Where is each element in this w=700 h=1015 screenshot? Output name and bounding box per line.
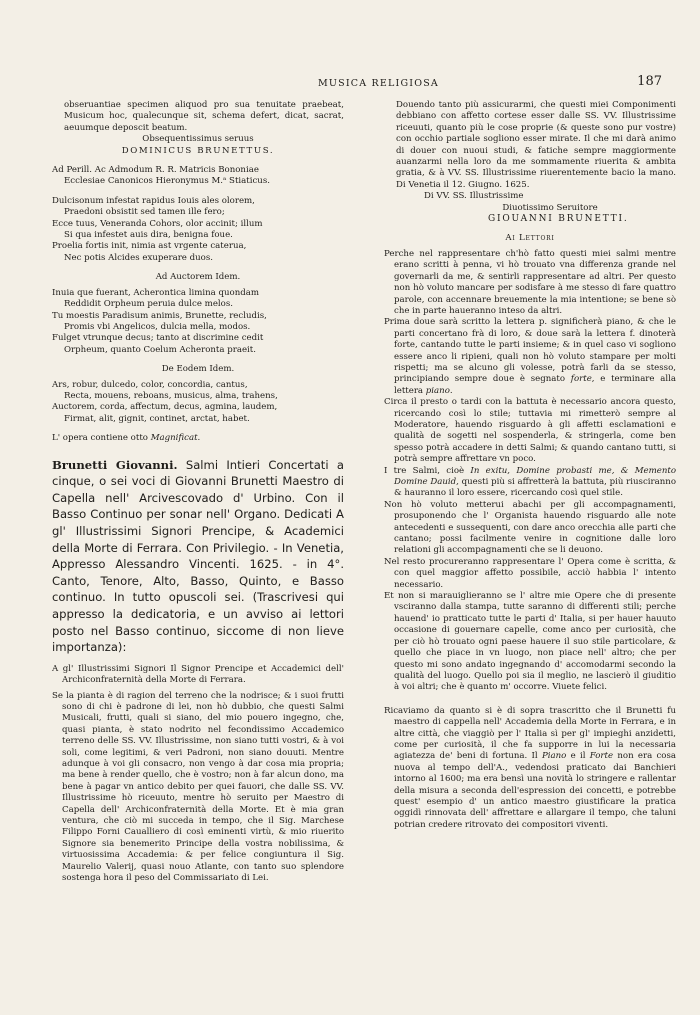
lettori-paragraph: Non hò voluto metterui abachi per gli accompagnamenti, prosuponendo che l' Organista hauendo risguardo alle note antecedenti e sussequenti, con dare anco orecchia alle parti che cantano; possi facilmente venire in cognitione dalle loro relationi gli accompagnamenti che se li deuono.	[384, 499, 676, 556]
poem-heading: De Eodem Idem.	[161, 364, 235, 375]
servant-line: Diuotissimo Seruitore	[502, 202, 598, 213]
verse-line: Proelia fortis init, nimia ast vrgente caterua,	[52, 241, 247, 252]
lettori-paragraph: Perche nel rappresentare ch'hò fatto questi miei salmi mentre erano scritti à penna, vi hò trouato vna differenza grande nel governarli da me, & sentirli rappresentare ad altri. Per questo non hò voluto mancare per sodisfare à me stesso di fare quattro parole, con accennare breuemente la mia intentione; se bene sò che in parte haueranno inteso da altri.	[384, 248, 676, 316]
right-column	[384, 100, 676, 884]
verse-line: Recta, mouens, reboans, musicus, alma, trahens,	[64, 390, 278, 401]
contents-note-italic: Magnificat.	[150, 433, 201, 444]
dedication-continued: Douendo tanto più assicurarmi, che questi miei Componimenti debbiano con affetto cortese esser dalle SS. VV. Illustrissime riceuuti, quanto più le cose proprie (& queste sono pur vostre) con occhio partiale sogliono esser mirate. Il che mi darà animo di douer con nuoui studi, & fatiche sempre maggiormente auanzarmi nella loro da me sommamente riuerita & ambita gratia, & à VV. SS. Illustrissime riuerentemente bacio la mano. Di Venetia il 12. Giugno. 1625.	[396, 100, 676, 190]
verse-line: Auctorem, corda, affectum, decus, agmina, laudem,	[52, 402, 278, 413]
contents-note	[52, 433, 344, 444]
paragraph-text: questi più si affretterà la battuta, più riusciranno & hauranno il loro essere, ricercando così quel stile.	[394, 477, 677, 499]
paragraph-text: .	[449, 385, 453, 396]
commentary-text: Ricaviamo da quanto si è di sopra trascritto che il Brunetti fu maestro di cappella nell' Accademia della Morte in Ferrara, e in altre città, che viaggiò per l' Italia sì per gl' impieghi anzidetti, come per curiosità, il che fa supporre in lui la necessaria agiatezza de' beni di fortuna. Il	[384, 705, 676, 762]
address-line: Ad Perill. Ac Admodum R. R. Matricis Bononiae	[52, 165, 259, 176]
lettori-heading: Ai Lettori	[505, 233, 555, 244]
page-number: 187	[637, 74, 662, 89]
latin-closing: Obsequentissimus seruus	[142, 134, 254, 145]
poem-1	[52, 196, 344, 264]
address-line: Ecclesiae Canonicos Hieronymus M.ᵃ Stiaticus.	[64, 176, 270, 187]
commentary-text: e il	[566, 751, 590, 762]
verse-line: Praedoni obsistit sed tamen ille fero;	[64, 207, 225, 218]
verse-line: Si qua infestet auis dira, benigna foue.	[64, 230, 233, 241]
italian-closing: Di VV. SS. Illustrissime	[424, 191, 524, 202]
verse-line: Nec potis Alcides exuperare duos.	[64, 252, 213, 263]
editor-commentary	[384, 706, 676, 831]
poem-3	[52, 380, 344, 426]
dedication-heading: A gl' Illustrissimi Signori Il Signor Prencipe et Accademici dell' Archiconfraternità della Morte di Ferrara.	[52, 663, 344, 686]
italian-signature: GIOUANNI BRUNETTI.	[488, 214, 629, 225]
dedication-latin-end: obseruantiae specimen aliquod pro sua tenuitate praebeat, Musicum hoc, qualecunque sit, schema defert, dicat, sacrat, aeuumque deposcit beatum.	[64, 100, 344, 133]
poem-heading: Ad Auctorem Idem.	[155, 272, 241, 283]
verse-line: Fulget vtrunque decus; tanto at discrimine cedit	[52, 333, 264, 344]
verse-line: Dulcisonum infestat rapidus Iouis ales olorem,	[52, 195, 255, 206]
left-column	[52, 100, 344, 884]
verse-line: Inuia que fuerant, Acherontica limina quondam	[52, 287, 260, 298]
bibliographic-entry	[52, 457, 344, 656]
lettori-paragraph: Et non si marauiglieranno se l' altre mie Opere che di presente vsciranno dalla stampa, tutte saranno di differenti stili; perche hauend' io pratticato tutte le parti d' Italia, si per hauer hauuto occasione di gouernare capelle, come anco per curiosità, che per ciò hò trouato ogni paese hauere il suo stile particolare, & quello che piace in vn luogo, non piace nell' altro; che per questo mi sono andato ingegnando d' accomodarmi secondo la qualità del luogo. Quello poi sia il meglio, ne lascierò il giuditio à voi altri; che è quanto m' occorre. Viuete felici.	[384, 591, 676, 693]
lettori-paragraph: Nel resto procureranno rappresentare l' Opera come è scritta, & con quel maggior affetto possibile, acciò habbia l' intento necessario.	[384, 556, 676, 590]
commentary-text: non era cosa nuova al tempo dell'A., vedendosi praticato dai Banchieri intorno al 1600; ma era bensì una novità lo stringere e rallentar della misura a seconda dell'espression dei concetti, e potrebbe quest' esempio d' un antico maestro giustificare la pratica oggidì rinnovata dell' affrettare e allargare il tempo, che taluni potrian credere ritrovato dei compositori viventi.	[394, 751, 676, 830]
verse-line: Orpheum, quanto Coelum Acheronta praeit.	[64, 344, 256, 355]
commentary-italic: Piano	[541, 751, 567, 762]
verse-line: Promis vbi Angelicos, dulcia mella, modos.	[64, 321, 251, 332]
poem-2	[52, 288, 344, 356]
paragraph-text: I tre Salmi, cioè	[384, 465, 471, 476]
lettori-paragraph	[384, 317, 676, 397]
contents-note-text: L' opera contiene otto	[52, 433, 148, 444]
paragraph-italic: In exitu, Domine probasti me, & Memento Domine Dauid,	[394, 465, 676, 487]
paragraph-italic: forte	[570, 374, 592, 385]
entry-text: Salmi Intieri Concertati a cinque, o sei voci di Giovanni Brunetti Maestro di Capella nell' Arcivescovado d' Urbino. Con il Basso Continuo per sonar nell' Organo. Dedicati A gl' Illustrissimi Signori Prencipe, & Academici della Morte di Ferrara. Con Privilegio. - In Venetia, Appresso Alessandro Vincenti. 1625. - in 4°. Canto, Tenore, Alto, Basso, Quinto, e Basso continuo. In tutto opuscoli sei. (Trascrivesi qui appresso la dedicatoria, e un avviso ai lettori posto nel Basso continuo, siccome di non lieve importanza):	[52, 457, 344, 655]
entry-author: Brunetti Giovanni.	[52, 457, 178, 472]
paragraph-italic: piano	[425, 385, 450, 396]
lettori-paragraph: Circa il presto o tardi con la battuta è necessario ancora questo, ricercando così lo stile; tuttavia mi rimetterò sempre al Moderatore, hauendo risguardo à gli affetti esclamationi e qualità de sogetti nel sospenderla, & stringerla, come ben spesso potrà accadere in detti Salmi; & quando cantano tutti, si potrà sempre affrettare vn poco.	[384, 397, 676, 465]
verse-line: Reddidit Orpheum peruia dulce melos.	[64, 299, 233, 310]
running-title: MUSICA RELIGIOSA	[318, 78, 439, 89]
commentary-italic: Forte	[589, 751, 614, 762]
paragraph-text: , e terminare alla lettera	[394, 374, 676, 396]
verse-line: Firmat, alit, gignit, continet, arctat, habet.	[64, 413, 250, 424]
paragraph-text: Prima doue sarà scritto la lettera p. significherà piano, & che le parti concertano frà di loro, & doue sarà la lettera f. dinoterà forte, cantando tutte le parti insieme; & in quel caso vi sogliono essere anco li ripieni, quali non hò voluto stampare per molti rispetti; ma se alcuno gli volesse, potrà farli da se stesso, principiando sempre doue è segnato	[384, 317, 676, 385]
dedication-body: Se la pianta è di ragion del terreno che la nodrisce; & i suoi frutti sono di chi è padrone di lei, non hò dubbio, che questi Salmi Musicali, frutti, quali si siano, del mio pouero ingegno, che, quasi pianta, è stato nodrito nel fecondissimo Accademico terreno delle SS. VV. Illustrissime, non siano tutti vostri, & à voi soli, come legitimi, & veri Padroni, non siano douuti. Mentre adunque à voi gli consacro, non vengo à dar cosa mia propria; ma bene à render quello, che è vostro; non à far alcun dono, ma bene à pagar vn antico debito per quei fauori, che dalle SS. VV. Illustrissime hò riceuuto, mentre hò seruito per Maestro di Capella dell' Archiconfraternità della Morte. Et è mia gran ventura, che ciò mi succeda in tempo, che il Sig. Marchese Filippo Forni Caualliero di così eminenti virtù, & mio riuerito Signore sia benemerito Principe della vostra nobilissima, & virtuosissima Accademia: & per felice congiuntura il Sig. Maurelio Valerij, quasi nouo Atlante, con tanto suo splendore sostenga hora il peso del Commissariato di Lei.	[52, 690, 344, 883]
lettori-paragraph	[384, 466, 676, 500]
two-column-body	[52, 100, 676, 884]
verse-line: Ecce tuus, Veneranda Cohors, olor accinit; illum	[52, 218, 263, 229]
verse-line: Ars, robur, dulcedo, color, concordia, cantus,	[52, 379, 248, 390]
verse-line: Tu moestis Paradisum animis, Brunette, recludis,	[52, 310, 267, 321]
latin-signature: DOMINICUS BRUNETTUS.	[121, 145, 275, 156]
